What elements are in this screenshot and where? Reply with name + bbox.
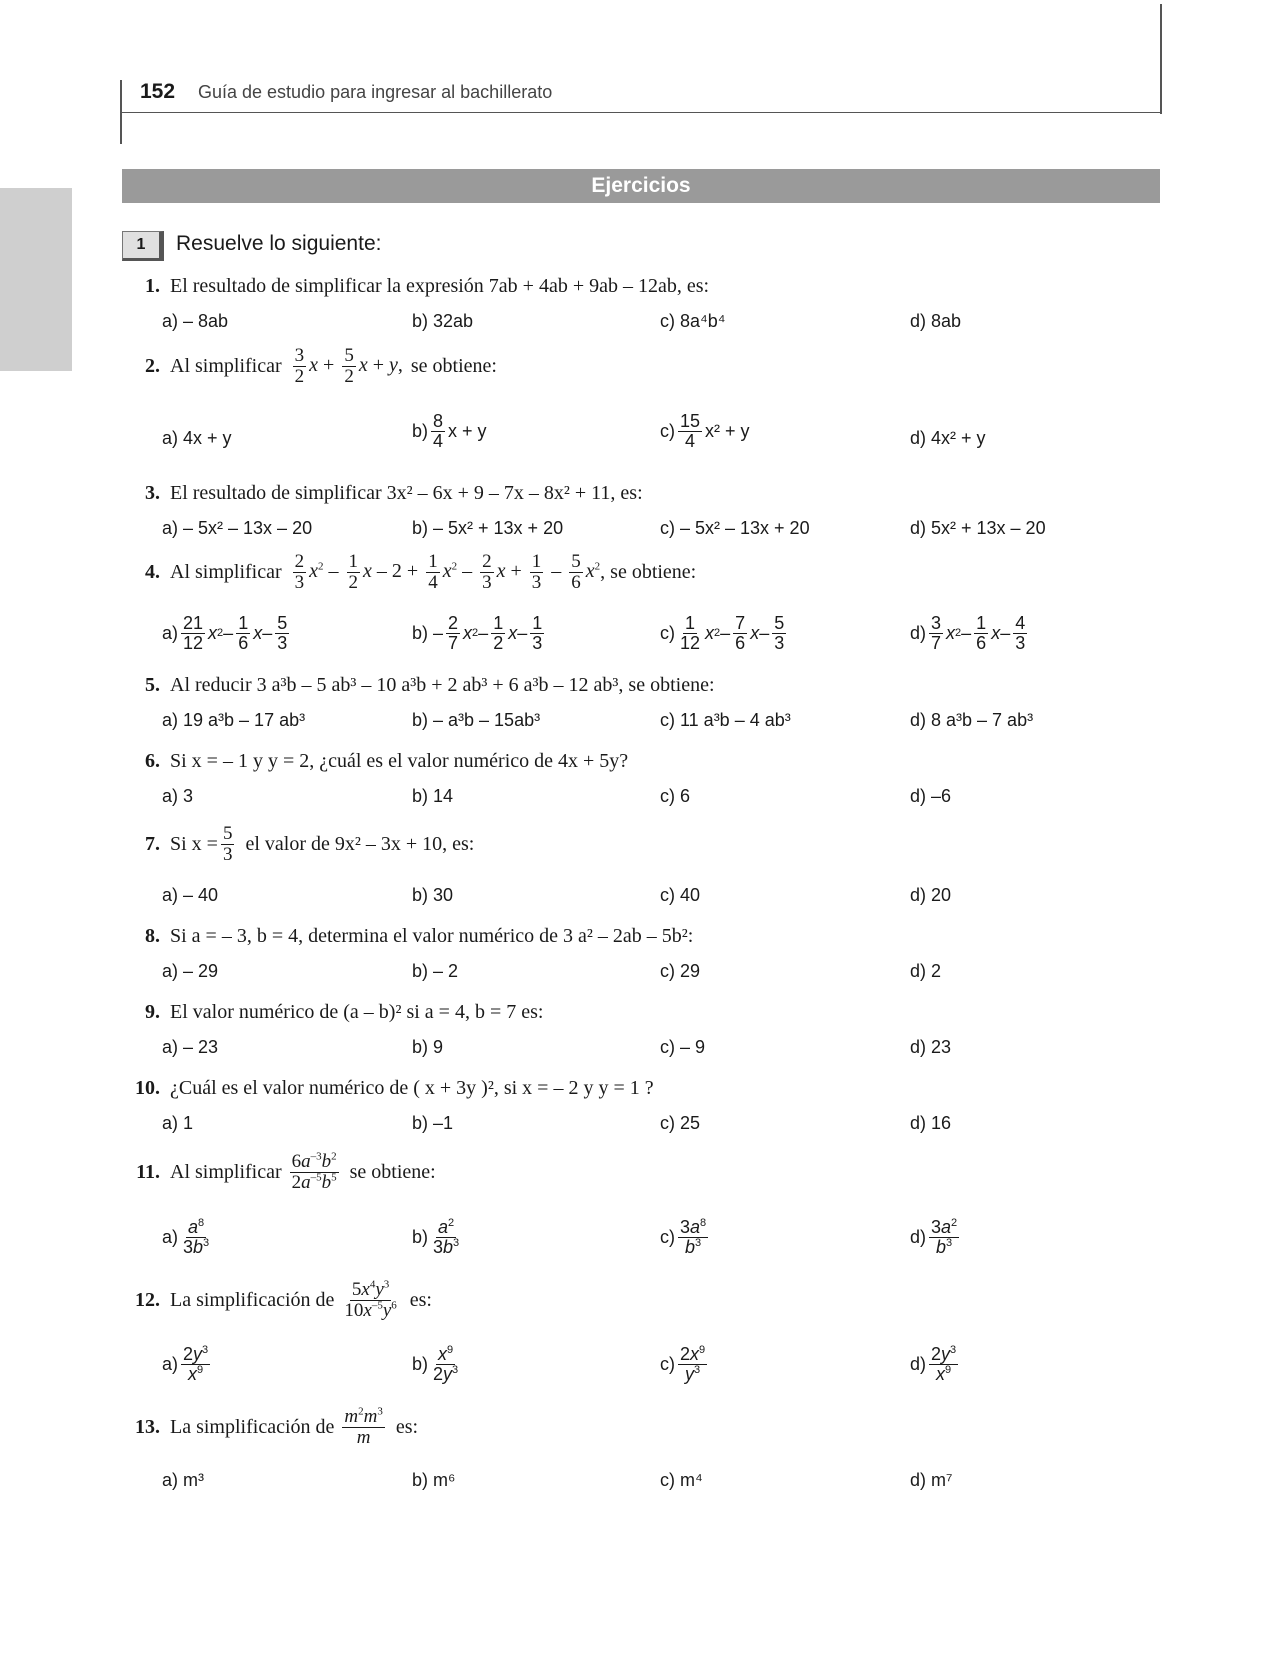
question-10 — [124, 1077, 654, 1100]
question-text-pre: La simplificación de — [170, 1288, 335, 1311]
question-11 — [124, 1152, 436, 1193]
q12-option-d: d) $2y^3$ $x^9$ — [910, 1344, 957, 1384]
page-number: 152 — [140, 80, 176, 103]
side-tab — [0, 188, 72, 371]
question-5 — [124, 674, 715, 697]
question-text: Si x = – 1 y y = 2, ¿cuál es el valor numérico de 4x + 5y? — [170, 750, 629, 772]
question-8 — [124, 925, 693, 948]
expression: $6a^{-3}b^2$ $2a^{-5}b^5$ — [291, 1150, 337, 1193]
q9-option-d: d) 23 — [910, 1037, 952, 1057]
question-number: 11. — [136, 1160, 160, 1183]
expression: $\frac{3}{2}$ x + $\frac{5}{2}$ x + y, — [294, 345, 403, 387]
expression: $m^2m^3$ m — [344, 1405, 383, 1448]
question-text: Si a = – 3, b = 4, determina el valor numérico de 3 a² – 2ab – 5b²: — [170, 925, 694, 947]
exercises-banner: Ejercicios — [122, 169, 1160, 203]
question-number: 7. — [145, 832, 160, 855]
section-number-badge: 1 — [122, 231, 164, 261]
question-text: El valor numérico de (a – b)² si a = 4, b = 7 es: — [170, 1001, 544, 1023]
q1-option-d: d) 8ab — [910, 311, 962, 331]
q11-option-d: d) $3a^2$ $b^3$ — [910, 1217, 958, 1257]
header-rule — [120, 112, 1162, 113]
q6-option-d: d) –6 — [910, 786, 952, 806]
question-text-post: es: — [395, 1415, 419, 1438]
question-text-post: es: — [409, 1288, 432, 1311]
q7-option-a: a) – 40 — [162, 885, 219, 905]
q10-option-d: d) 16 — [910, 1113, 952, 1133]
question-number: 3. — [145, 482, 160, 504]
q3-option-d: d) 5x² + 13x – 20 — [910, 518, 1046, 538]
q7-option-d: d) 20 — [910, 885, 952, 905]
question-number: 8. — [145, 925, 160, 947]
expression: $\frac{2}{3}$ $x^2$ – $\frac{1}{2}$ x – 2 + $\frac{1}{4}$ $x^2$ – $\frac{2}{3}$ x + $\frac{1}{3}$ – $\frac{5}{6}$ $x^2$ — [294, 551, 601, 593]
q7-option-c: c) 40 — [660, 885, 701, 905]
question-text-post: , se obtiene: — [600, 560, 697, 583]
q8-option-a: a) – 29 — [162, 961, 219, 981]
question-13 — [124, 1407, 418, 1448]
q2-option-c: c) 15 4 x² + y — [660, 411, 750, 451]
question-3 — [124, 482, 643, 505]
question-number: 4. — [145, 560, 160, 583]
question-text-post: el valor de 9x² – 3x + 10, es: — [245, 832, 475, 855]
q9-option-a: a) – 23 — [162, 1037, 219, 1057]
question-text-pre: La simplificación de — [170, 1415, 335, 1438]
q3-option-a: a) – 5x² – 13x – 20 — [162, 518, 313, 538]
q8-option-d: d) 2 — [910, 961, 942, 981]
q10-option-b: b) –1 — [412, 1113, 454, 1133]
q2-option-b: b) 8 4 x + y — [412, 411, 487, 451]
q2-option-d: d) 4x² + y — [910, 428, 986, 448]
q1-option-c: c) 8a⁴b⁴ — [660, 311, 726, 331]
question-9 — [124, 1001, 543, 1024]
q8-option-c: c) 29 — [660, 961, 701, 981]
question-1 — [124, 275, 709, 298]
q4-option-a: a) 21 12 x 2 – 1 6 x – 5 3 — [162, 613, 288, 653]
expression: $5x^4y^3$ $10x^{-5}y^6$ — [344, 1278, 397, 1321]
question-number: 6. — [145, 750, 160, 772]
book-title: Guía de estudio para ingresar al bachillerato — [198, 82, 553, 102]
q10-option-c: c) 25 — [660, 1113, 701, 1133]
q4-option-d: d) 3 7 x 2 – 1 6 x – 4 3 — [910, 613, 1026, 653]
question-text-pre: Al simplificar — [170, 354, 282, 377]
question-number: 2. — [145, 354, 160, 377]
question-text: ¿Cuál es el valor numérico de ( x + 3y )², si x = – 2 y y = 1 ? — [170, 1077, 654, 1099]
question-number: 1. — [145, 275, 160, 297]
q1-option-a: a) – 8ab — [162, 311, 229, 331]
q12-option-c: c) $2x^9$ $y^3$ — [660, 1344, 706, 1384]
question-number: 5. — [145, 674, 160, 696]
question-number: 10. — [135, 1077, 160, 1099]
q1-option-b: b) 32ab — [412, 311, 474, 331]
question-12 — [124, 1280, 432, 1321]
section-title: Resuelve lo siguiente: — [176, 232, 382, 255]
question-2 — [124, 346, 497, 387]
question-number: 9. — [145, 1001, 160, 1023]
question-text-pre: Si x = — [170, 832, 218, 855]
question-4 — [124, 552, 696, 593]
question-number: 12. — [135, 1288, 160, 1311]
q6-option-a: a) 3 — [162, 786, 194, 806]
question-text: El resultado de simplificar 3x² – 6x + 9 – 7x – 8x² + 11, es: — [170, 482, 643, 504]
question-text: Al reducir 3 a³b – 5 ab³ – 10 a³b + 2 ab³ + 6 a³b – 12 ab³, se obtiene: — [170, 674, 715, 696]
q5-option-a: a) 19 a³b – 17 ab³ — [162, 710, 306, 730]
q3-option-b: b) – 5x² + 13x + 20 — [412, 518, 564, 538]
q2-option-a: a) 4x + y — [162, 428, 232, 448]
q9-option-c: c) – 9 — [660, 1037, 706, 1057]
q5-option-d: d) 8 a³b – 7 ab³ — [910, 710, 1034, 730]
q9-option-b: b) 9 — [412, 1037, 444, 1057]
q13-option-c: c) m⁴ — [660, 1470, 703, 1490]
q11-option-b: b) $a^2$ $3b^3$ — [412, 1217, 460, 1257]
question-text-post: se obtiene: — [349, 1160, 436, 1183]
q11-option-a: a) $a^8$ $3b^3$ — [162, 1217, 210, 1257]
question-6 — [124, 750, 628, 773]
question-number: 13. — [135, 1415, 160, 1438]
q3-option-c: c) – 5x² – 13x + 20 — [660, 518, 810, 538]
question-text-pre: Al simplificar — [170, 1160, 282, 1183]
q12-option-b: b) $x^9$ $2y^3$ — [412, 1344, 459, 1384]
q6-option-c: c) 6 — [660, 786, 691, 806]
q13-option-b: b) m⁶ — [412, 1470, 456, 1490]
q8-option-b: b) – 2 — [412, 961, 459, 981]
question-text-post: se obtiene: — [410, 354, 497, 377]
header-rule-right — [1160, 4, 1162, 114]
q5-option-b: b) – a³b – 15ab³ — [412, 710, 541, 730]
q11-option-c: c) $3a^8$ $b^3$ — [660, 1217, 707, 1257]
q6-option-b: b) 14 — [412, 786, 454, 806]
q5-option-c: c) 11 a³b – 4 ab³ — [660, 710, 791, 730]
q13-option-a: a) m³ — [162, 1470, 204, 1490]
q4-option-b: b) – 2 7 x 2 – 1 2 x – 1 3 — [412, 613, 543, 653]
question-7: 7. Si x = $\frac{5}{3}$ el valor de 9x² – 3x + 10, es: — [124, 824, 474, 865]
q13-option-d: d) m⁷ — [910, 1470, 953, 1490]
q10-option-a: a) 1 — [162, 1113, 194, 1133]
q12-option-a: a) $2y^3$ $x^9$ — [162, 1344, 209, 1384]
q4-option-c: c) 1 12 x 2 – 7 6 x – 5 3 — [660, 613, 785, 653]
q7-option-b: b) 30 — [412, 885, 454, 905]
question-text: El resultado de simplificar la expresión 7ab + 4ab + 9ab – 12ab, es: — [170, 275, 710, 297]
question-text-pre: Al simplificar — [170, 560, 282, 583]
